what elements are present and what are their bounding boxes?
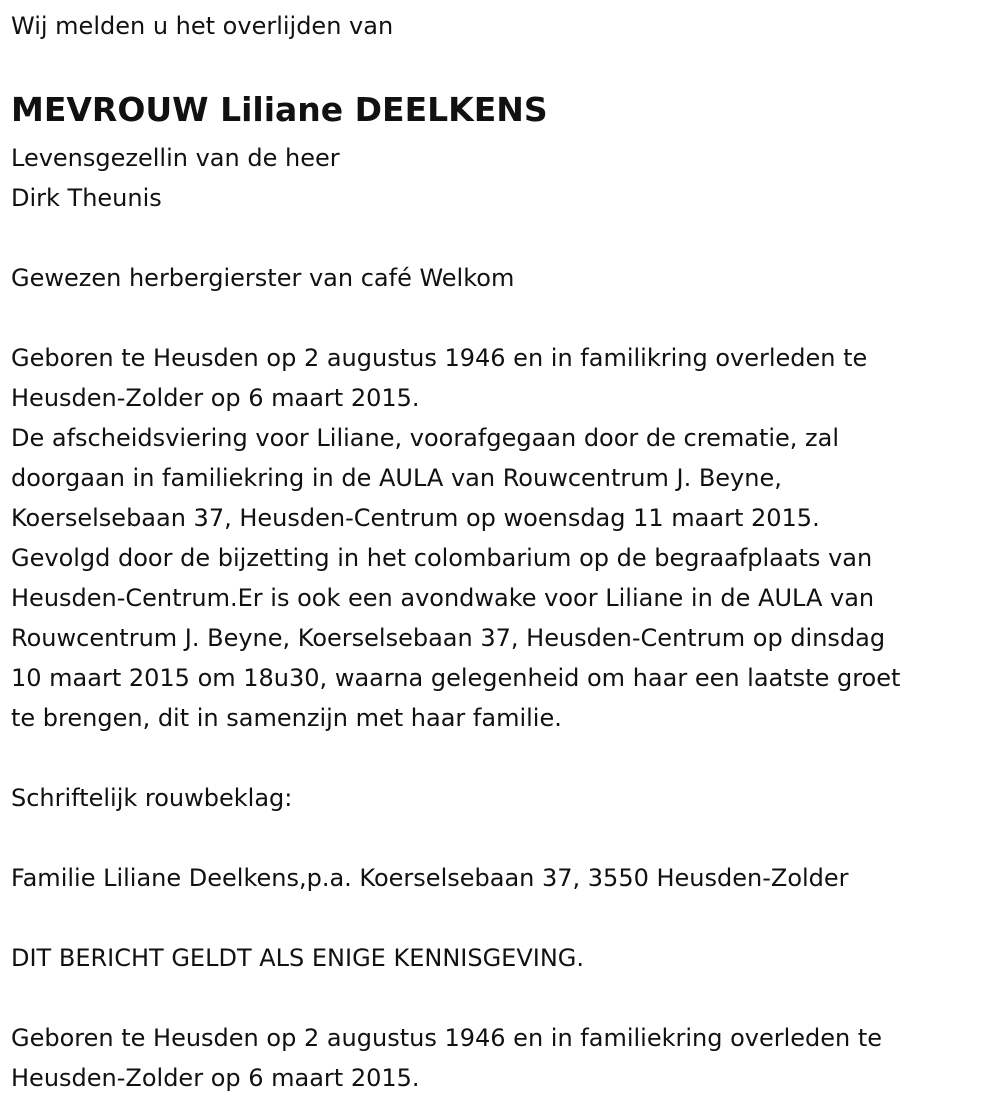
repeat-paragraph <box>11 1018 996 1098</box>
spacer <box>11 298 996 338</box>
occupation-text: Gewezen herbergierster van café Welkom <box>11 264 515 292</box>
spacer <box>11 738 996 778</box>
body-line: Koerselsebaan 37, Heusden-Centrum op woensdag 11 maart 2015. <box>11 504 820 532</box>
repeat-line: Geboren te Heusden op 2 augustus 1946 en in familiekring overleden te <box>11 1024 883 1052</box>
partner-name: Dirk Theunis <box>11 184 162 212</box>
spacer <box>11 978 996 1018</box>
body-line: doorgaan in familiekring in de AULA van Rouwcentrum J. Beyne, <box>11 464 782 492</box>
intro-text: Wij melden u het overlijden van <box>11 12 394 40</box>
condolence-label: Schriftelijk rouwbeklag: <box>11 784 293 812</box>
spacer <box>11 898 996 938</box>
relation-line: Levensgezellin van de heer <box>11 144 340 172</box>
spacer <box>11 818 996 858</box>
body-line: Heusden-Centrum.Er is ook een avondwake voor Liliane in de AULA van <box>11 584 875 612</box>
body-line: te brengen, dit in samenzijn met haar familie. <box>11 704 562 732</box>
repeat-line: Heusden-Zolder op 6 maart 2015. <box>11 1064 420 1092</box>
condolence-address: Familie Liliane Deelkens,p.a. Koerselsebaan 37, 3550 Heusden-Zolder <box>11 864 849 892</box>
deceased-name: MEVROUW Liliane DEELKENS <box>11 90 548 129</box>
body-line: De afscheidsviering voor Liliane, voorafgegaan door de crematie, zal <box>11 424 840 452</box>
body-paragraph <box>11 338 996 738</box>
spacer <box>11 218 996 258</box>
body-line: Geboren te Heusden op 2 augustus 1946 en in familikring overleden te <box>11 344 868 372</box>
obituary-notice <box>11 6 996 1098</box>
body-line: 10 maart 2015 om 18u30, waarna gelegenheid om haar een laatste groet <box>11 664 901 692</box>
notice-text: DIT BERICHT GELDT ALS ENIGE KENNISGEVING. <box>11 944 585 972</box>
body-line: Rouwcentrum J. Beyne, Koerselsebaan 37, Heusden-Centrum op dinsdag <box>11 624 886 652</box>
body-line: Gevolgd door de bijzetting in het colombarium op de begraafplaats van <box>11 544 873 572</box>
body-line: Heusden-Zolder op 6 maart 2015. <box>11 384 420 412</box>
